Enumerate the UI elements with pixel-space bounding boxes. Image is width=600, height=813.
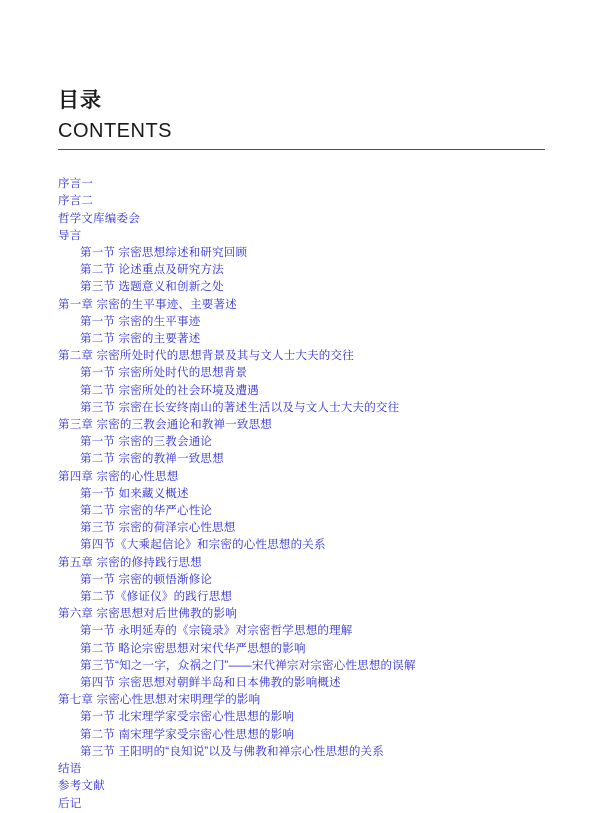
- toc-section-entry[interactable]: 第四节 宗密思想对朝鲜半岛和日本佛教的影响概述: [80, 677, 341, 690]
- toc-section-entry[interactable]: 第二节《修证仪》的践行思想: [80, 591, 233, 604]
- toc-section-entry[interactable]: 第二节 略论宗密思想对宋代华严思想的影响: [80, 642, 306, 655]
- toc-section-entry[interactable]: 第二节 宗密的华严心性论: [80, 505, 213, 518]
- toc-section-entry[interactable]: 第一节 北宋理学家受宗密心性思想的影响: [80, 711, 294, 724]
- toc-chapter-entry[interactable]: 第六章 宗密思想对后世佛教的影响: [58, 608, 237, 621]
- toc-chapter-entry[interactable]: 第五章 宗密的修持践行思想: [58, 556, 202, 569]
- toc-chapter-entry[interactable]: 第三章 宗密的三教会通论和教禅一致思想: [58, 419, 272, 432]
- toc-section-entry[interactable]: 第三节 王阳明的“良知说”以及与佛教和禅宗心性思想的关系: [80, 745, 384, 758]
- toc-chapter-entry[interactable]: 后记: [58, 797, 82, 810]
- toc-section-entry[interactable]: 第一节 宗密的三教会通论: [80, 436, 213, 449]
- toc-section-entry[interactable]: 第三节“知之一字，众祸之门”——宋代禅宗对宗密心性思想的误解: [80, 659, 416, 672]
- toc-section-entry[interactable]: 第四节《大乘起信论》和宗密的心性思想的关系: [80, 539, 326, 552]
- toc-section-entry[interactable]: 第一节 如来藏义概述: [80, 487, 189, 500]
- page-title-chinese: 目录: [58, 89, 102, 112]
- toc-section-entry[interactable]: 第二节 宗密所处的社会环境及遭遇: [80, 384, 259, 397]
- toc-section-entry[interactable]: 第二节 南宋理学家受宗密心性思想的影响: [80, 728, 294, 741]
- toc-section-entry[interactable]: 第二节 宗密的教禅一致思想: [80, 453, 224, 466]
- toc-section-entry[interactable]: 第一节 宗密的生平事迹: [80, 315, 201, 328]
- toc-chapter-entry[interactable]: 序言一: [58, 178, 94, 191]
- toc-section-entry[interactable]: 第二节 论述重点及研究方法: [80, 264, 224, 277]
- toc-section-entry[interactable]: 第三节 选题意义和创新之处: [80, 281, 224, 294]
- toc-chapter-entry[interactable]: 第一章 宗密的生平事迹、主要著述: [58, 298, 237, 311]
- toc-section-entry[interactable]: 第三节 宗密在长安终南山的著述生活以及与文人士大夫的交往: [80, 401, 400, 414]
- toc-chapter-entry[interactable]: 第四章 宗密的心性思想: [58, 470, 179, 483]
- toc-chapter-entry[interactable]: 哲学文库编委会: [58, 212, 140, 225]
- title-divider: [58, 149, 545, 150]
- toc-chapter-entry[interactable]: 第七章 宗密心性思想对宋明理学的影响: [58, 694, 261, 707]
- toc-section-entry[interactable]: 第一节 永明延寿的《宗镜录》对宗密哲学思想的理解: [80, 625, 353, 638]
- toc-section-entry[interactable]: 第三节 宗密的荷泽宗心性思想: [80, 522, 236, 535]
- toc-chapter-entry[interactable]: 参考文献: [58, 780, 105, 793]
- toc-section-entry[interactable]: 第二节 宗密的主要著述: [80, 333, 201, 346]
- toc-chapter-entry[interactable]: 结语: [58, 763, 82, 776]
- toc-section-entry[interactable]: 第一节 宗密所处时代的思想背景: [80, 367, 248, 380]
- toc-chapter-entry[interactable]: 导言: [58, 229, 82, 242]
- toc-section-entry[interactable]: 第一节 宗密的顿悟渐修论: [80, 573, 213, 586]
- toc-chapter-entry[interactable]: 序言二: [58, 195, 94, 208]
- toc-section-entry[interactable]: 第一节 宗密思想综述和研究回顾: [80, 247, 248, 259]
- toc-chapter-entry[interactable]: 第二章 宗密所处时代的思想背景及其与文人士大夫的交往: [58, 350, 354, 363]
- table-of-contents: [58, 176, 545, 813]
- page-title-english: CONTENTS: [58, 120, 172, 143]
